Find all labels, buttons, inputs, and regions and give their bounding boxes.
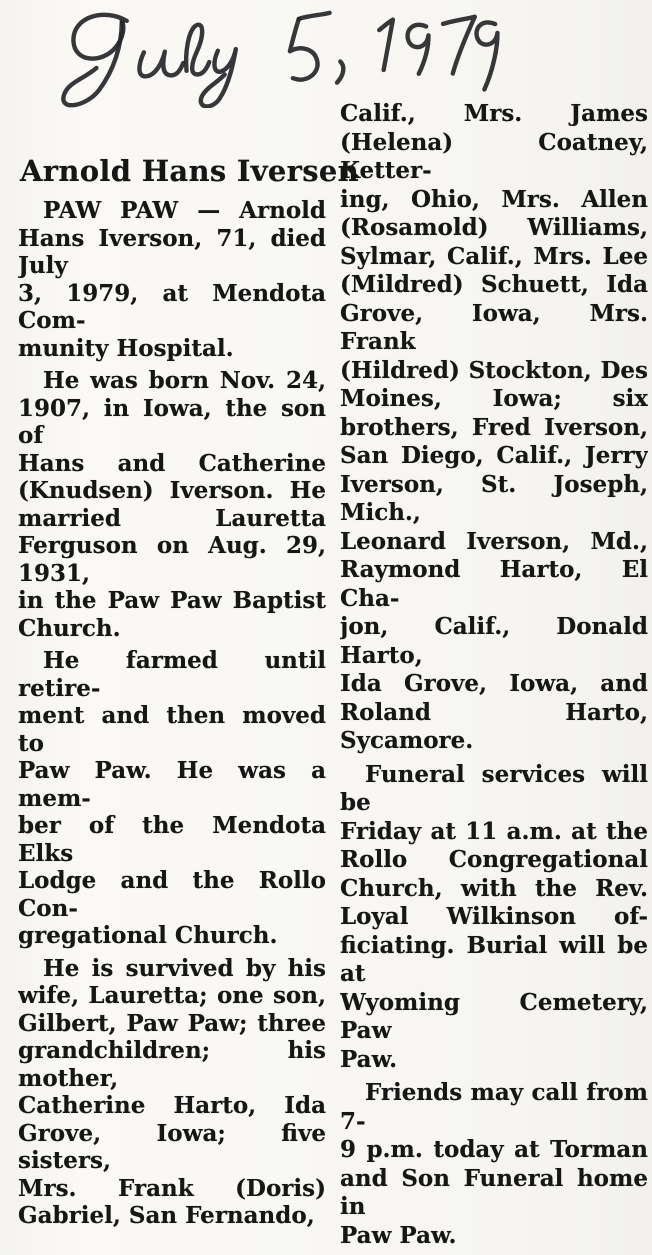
text-line: married Lauretta [18, 504, 326, 532]
handwriting-strokes [60, 2, 499, 108]
text-line: Rollo Congregational [340, 846, 648, 873]
text-line: Calif., Mrs. James [340, 100, 648, 127]
text-line: Paw Paw. He was a mem- [18, 757, 326, 812]
text-line: Funeral services will be [340, 760, 648, 816]
text-line: Roland Harto, Sycamore. [340, 698, 648, 754]
right-column [340, 100, 648, 1255]
text-line: Moines, Iowa; six [340, 385, 648, 412]
right-column-paragraphs [340, 100, 648, 1250]
text-line: Raymond Harto, El Cha- [340, 556, 648, 612]
text-line: brothers, Fred Iverson, [340, 413, 648, 441]
text-line: 9 p.m. today at Torman [340, 1136, 648, 1163]
text-line: 1907, in Iowa, the son of [18, 394, 326, 449]
text-line: wife, Lauretta; one son, [18, 982, 326, 1009]
paragraph [340, 761, 648, 1075]
article-columns [18, 100, 648, 1255]
obituary-headline: Arnold Hans Iversen [20, 154, 360, 188]
text-line: Lodge and the Rollo Con- [18, 867, 326, 922]
paragraph [340, 100, 648, 756]
text-line: and Son Funeral home in [340, 1164, 648, 1220]
handwritten-date [28, 2, 508, 108]
text-line: 3, 1979, at Mendota Com- [18, 279, 326, 334]
paragraph [18, 647, 326, 950]
text-line: gregational Church. [18, 922, 278, 949]
text-line: Loyal Wilkinson of- [340, 903, 648, 930]
paragraph [18, 955, 326, 1230]
left-column-paragraphs [18, 197, 326, 1230]
text-line: in the Paw Paw Baptist [18, 587, 326, 614]
text-line: Church. [18, 614, 121, 642]
text-line: Friday at 11 a.m. at the [340, 817, 648, 845]
text-line: (Mildred) Schuett, Ida [340, 271, 648, 298]
text-line: Wyoming Cemetery, Paw [340, 988, 648, 1044]
text-line: Mrs. Frank (Doris) [18, 1174, 326, 1202]
paragraph [18, 197, 326, 362]
text-line: Iverson, St. Joseph, Mich., [340, 470, 648, 526]
text-line: Grove, Iowa; five sisters, [18, 1119, 326, 1174]
text-line: ber of the Mendota Elks [18, 812, 326, 867]
text-line: jon, Calif., Donald Harto, [340, 613, 648, 669]
text-line: ficiating. Burial will be at [340, 931, 648, 987]
text-line: Hans Iverson, 71, died July [18, 224, 326, 279]
text-line: Church, with the Rev. [340, 874, 648, 902]
text-line: He farmed until retire- [18, 647, 326, 702]
text-line: (Rosamold) Williams, [340, 214, 648, 241]
text-line: Ferguson on Aug. 29, 1931, [18, 532, 326, 587]
text-line: He is survived by his [43, 954, 326, 982]
text-line: munity Hospital. [18, 334, 234, 362]
text-line: Catherine Harto, Ida [18, 1092, 326, 1119]
text-line: grandchildren; his mother, [18, 1037, 326, 1092]
text-line: (Hildred) Stockton, Des [340, 356, 648, 384]
text-line: (Knudsen) Iverson. He [18, 477, 326, 504]
text-line: Gabriel, San Fernando, [18, 1202, 315, 1229]
text-line: Leonard Iverson, Md., [340, 527, 648, 555]
text-line: Paw. [340, 1045, 398, 1073]
text-line: PAW PAW — Arnold [43, 197, 326, 224]
paragraph [18, 367, 326, 642]
left-column [18, 100, 360, 1235]
text-line: (Helena) Coatney, Ketter- [340, 128, 648, 184]
text-line: Sylmar, Calif., Mrs. Lee [340, 242, 648, 270]
text-line: Friends may call from 7- [340, 1079, 648, 1135]
text-line: San Diego, Calif., Jerry [340, 442, 648, 469]
text-line: Grove, Iowa, Mrs. Frank [340, 299, 648, 355]
text-line: Ida Grove, Iowa, and [340, 670, 648, 697]
text-line: ment and then moved to [18, 702, 326, 757]
paragraph [340, 1079, 648, 1250]
text-line: He was born Nov. 24, [43, 367, 326, 394]
text-line: Gilbert, Paw Paw; three [18, 1009, 326, 1037]
text-line: ing, Ohio, Mrs. Allen [340, 185, 648, 213]
text-line: Hans and Catherine [18, 449, 326, 477]
text-line: Paw Paw. [340, 1221, 457, 1249]
